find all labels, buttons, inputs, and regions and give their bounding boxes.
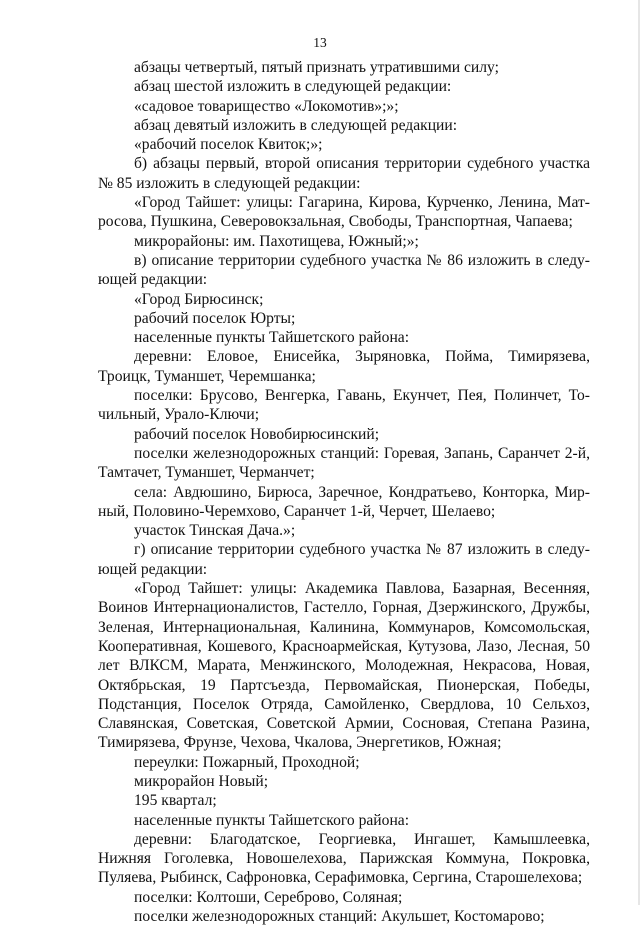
paragraph: рабочий поселок Новобирюсинский; — [134, 425, 380, 443]
paragraph: «садовое товарищество «Локомотив»;»; — [134, 97, 399, 115]
paragraph: переулки: Пожарный, Проходной; — [134, 753, 360, 771]
paragraph: участок Тинская Дача.»; — [134, 522, 296, 540]
paragraph: рабочий поселок Юрты; — [134, 309, 296, 327]
document-body — [98, 58, 590, 926]
paragraph: в) описание территории судебного участка № 86 изложить в следующей редакции: — [98, 251, 590, 289]
paragraph: населенные пункты Тайшетского района: — [134, 329, 410, 347]
paragraph: «Город Тайшет: улицы: Академика Павлова, Базарная, Весенняя, Воинов Интернационалистов, Гастелло, Горная, Дзержинского, Дружбы, Зеленая, Интернациональная, Калинина, Коммунаров, Комсомольская, Кооперативная, Кошевого, Красноармейская, Кутузова, Лазо, Лесная, 50 лет ВЛКСМ, Марата, Менжинского, Молодежная, Некрасова, Новая, Октябрьская, 19 Партсъезда, Первомайская, Пионерская, Победы, Подстанция, Поселок Отряда, Самойленко, Свердлова, 10 Сельхоз, Славянская, Советская, Советской Армии, Сосновая, Степана Разина, Тимирязева, Фрунзе, Чехова, Чкалова, Энергетиков, Южная; — [98, 580, 590, 752]
paragraph: г) описание территории судебного участка № 87 изложить в следующей редакции: — [98, 541, 590, 578]
paragraph: поселки: Колтоши, Сереброво, Соляная; — [134, 888, 403, 906]
paragraph: деревни: Благодатское, Георгиевка, Ингашет, Камышлеевка, Нижняя Гоголевка, Новошелехова, Парижская Коммуна, Покровка, Пуляева, Рыбинск, Сафроновка, Серафимовка, Сергина, Старошелехова; — [98, 830, 590, 887]
paragraph: абзацы четвертый, пятый признать утратившими силу; — [134, 59, 499, 76]
paragraph: деревни: Еловое, Енисейка, Зыряновка, Пойма, Тимирязева, Троицк, Туманшет, Черемшанка; — [98, 348, 590, 385]
paragraph: «Город Бирюсинск; — [134, 290, 264, 308]
paragraph: поселки: Брусово, Венгерка, Гавань, Екунчет, Пея, Полинчет, Точильный, Урало-Ключи; — [98, 387, 590, 424]
paragraph: поселки железнодорожных станций: Горевая, Запань, Саранчет 2-й, Тамтачет, Туманшет, Черманчет; — [98, 444, 590, 482]
paragraph: населенные пункты Тайшетского района: — [134, 811, 410, 829]
paragraph: «Город Тайшет: улицы: Гагарина, Кирова, Курченко, Ленина, Матросова, Пушкина, Северовокзальная, Свободы, Транспортная, Чапаева; — [98, 194, 590, 231]
paragraph: микрорайон Новый; — [134, 772, 269, 790]
page-number: 13 — [313, 35, 327, 50]
paragraph: абзац шестой изложить в следующей редакции: — [134, 78, 452, 96]
paragraph: микрорайоны: им. Пахотищева, Южный;»; — [134, 232, 419, 250]
paragraph: б) абзацы первый, второй описания территории судебного участка № 85 изложить в следующей редакции: — [98, 155, 590, 192]
paragraph: поселки железнодорожных станций: Акульшет, Костомарово; — [134, 908, 545, 926]
paragraph: абзац девятый изложить в следующей редакции: — [134, 116, 458, 134]
paragraph: села: Авдюшино, Бирюса, Заречное, Кондратьево, Конторка, Мирный, Половино-Черемхово, Саранчет 1-й, Черчет, Шелаево; — [98, 483, 590, 520]
paragraph: «рабочий поселок Квиток;»; — [134, 136, 323, 154]
paragraph: 195 квартал; — [134, 792, 217, 810]
